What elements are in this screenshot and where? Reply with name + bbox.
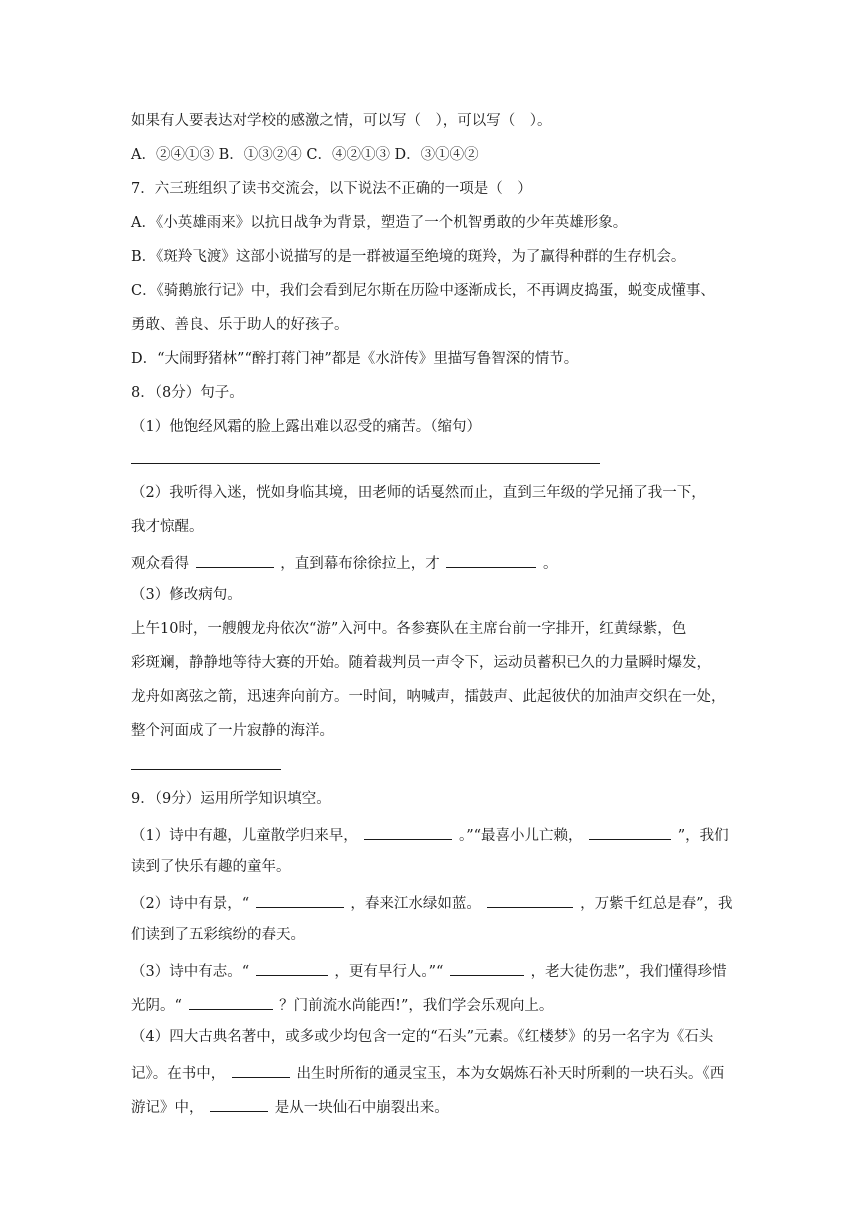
q6-options: A．②④①③ B．①③②④ C．④②①③ D．③①④② bbox=[131, 147, 479, 163]
q8-stem: 8．（8分）句子。 bbox=[131, 385, 244, 401]
q7-option-c-cont: 勇敢、善良、乐于助人的好孩子。 bbox=[131, 317, 349, 333]
q9-part4-cont2 bbox=[131, 1095, 449, 1118]
q8-part3: （3）修改病句。 bbox=[131, 587, 242, 603]
q7-option-a: A．《小英雄雨来》以抗日战争为背景，塑造了一个机智勇敢的少年英雄形象。 bbox=[131, 215, 628, 231]
answer-blank[interactable] bbox=[256, 891, 344, 908]
q9-part2 bbox=[131, 891, 733, 914]
text: ，万紫千红总是春”，我 bbox=[580, 896, 733, 912]
text: ，直到幕布徐徐拉上，才 bbox=[280, 556, 440, 572]
answer-line-2[interactable] bbox=[131, 769, 281, 770]
q9-part4-cont bbox=[131, 1061, 724, 1084]
q7-option-c: C．《骑鹅旅行记》中，我们会看到尼尔斯在历险中逐渐成长，不再调皮捣蛋，蜕变成懂事、 bbox=[131, 283, 715, 299]
text: 游记》中， bbox=[131, 1100, 204, 1116]
paragraph-line: 整个河面成了一片寂静的海洋。 bbox=[131, 723, 334, 739]
answer-blank[interactable] bbox=[589, 823, 671, 840]
q9-part2-cont: 们读到了五彩缤纷的春天。 bbox=[131, 927, 305, 943]
answer-blank[interactable] bbox=[232, 1061, 290, 1078]
text: 。”“最喜小儿亡赖， bbox=[458, 828, 583, 844]
q6-tail: 如果有人要表达对学校的感激之情，可以写（ ），可以写（ ）。 bbox=[131, 113, 552, 129]
paragraph-line: 龙舟如离弦之箭，迅速奔向前方。一时间，呐喊声，擂鼓声、此起彼伏的加油声交织在一处， bbox=[131, 689, 726, 705]
answer-blank[interactable] bbox=[210, 1095, 268, 1112]
q7-stem: 7．六三班组织了读书交流会，以下说法不正确的一项是（ ） bbox=[131, 181, 532, 197]
q9-part4: （4）四大古典名著中，或多或少均包含一定的“石头”元素。《红楼梦》的另一名字为《石头 bbox=[131, 1029, 714, 1045]
text: （3）诗中有志。“ bbox=[131, 964, 250, 980]
q8-part2: （2）我听得入迷，恍如身临其境，田老师的话戛然而止，直到三年级的学兄捅了我一下， bbox=[131, 485, 706, 501]
text: ，老大徒伤悲”，我们懂得珍惜 bbox=[530, 964, 727, 980]
q7-option-d: D．“大闹野猪林”“醉打蒋门神”都是《水浒传》里描写鲁智深的情节。 bbox=[131, 351, 579, 367]
q9-part1-cont: 读到了快乐有趣的童年。 bbox=[131, 859, 291, 875]
answer-blank[interactable] bbox=[487, 891, 573, 908]
text: 出生时所衔的通灵宝玉，本为女娲炼石补天时所剩的一块石头。《西 bbox=[296, 1066, 725, 1082]
text: ？门前流水尚能西!”，我们学会乐观向上。 bbox=[279, 998, 554, 1014]
answer-blank[interactable] bbox=[256, 959, 328, 976]
q9-part3-cont bbox=[131, 993, 553, 1016]
paragraph-line: 上午10时，一艘艘龙舟依次“游”入河中。各参赛队在主席台前一字排开，红黄绿紫，色 bbox=[131, 621, 687, 637]
q7-option-b: B．《斑羚飞渡》这部小说描写的是一群被逼至绝境的斑羚，为了赢得种群的生存机会。 bbox=[131, 249, 686, 265]
q8-part2-cont: 我才惊醒。 bbox=[131, 519, 204, 535]
answer-blank[interactable] bbox=[189, 993, 273, 1010]
text: （1）诗中有趣，儿童散学归来早， bbox=[131, 828, 358, 844]
text: 记》。在书中， bbox=[131, 1066, 226, 1082]
answer-blank[interactable] bbox=[364, 823, 452, 840]
answer-blank[interactable] bbox=[196, 551, 274, 568]
answer-blank[interactable] bbox=[450, 959, 524, 976]
paragraph-line: 彩斑斓，静静地等待大赛的开始。随着裁判员一声令下，运动员蓄积已久的力量瞬时爆发， bbox=[131, 655, 711, 671]
q9-part1 bbox=[131, 823, 729, 846]
text: ，更有早行人。”“ bbox=[334, 964, 444, 980]
answer-line-1[interactable] bbox=[131, 463, 600, 464]
text: 光阴。“ bbox=[131, 998, 182, 1014]
text: ”，我们 bbox=[677, 828, 729, 844]
text: 观众看得 bbox=[131, 556, 189, 572]
text: （2）诗中有景，“ bbox=[131, 896, 250, 912]
text: 。 bbox=[542, 556, 558, 572]
q8-part1: （1）他饱经风霜的脸上露出难以忍受的痛苦。（缩句） bbox=[131, 419, 481, 435]
q9-stem: 9．（9分）运用所学知识填空。 bbox=[131, 791, 331, 807]
text: 是从一块仙石中崩裂出来。 bbox=[274, 1100, 449, 1116]
answer-blank[interactable] bbox=[446, 551, 536, 568]
text: ，春来江水绿如蓝。 bbox=[350, 896, 481, 912]
q9-part3 bbox=[131, 959, 727, 982]
q8-part2-imitate bbox=[131, 551, 557, 574]
